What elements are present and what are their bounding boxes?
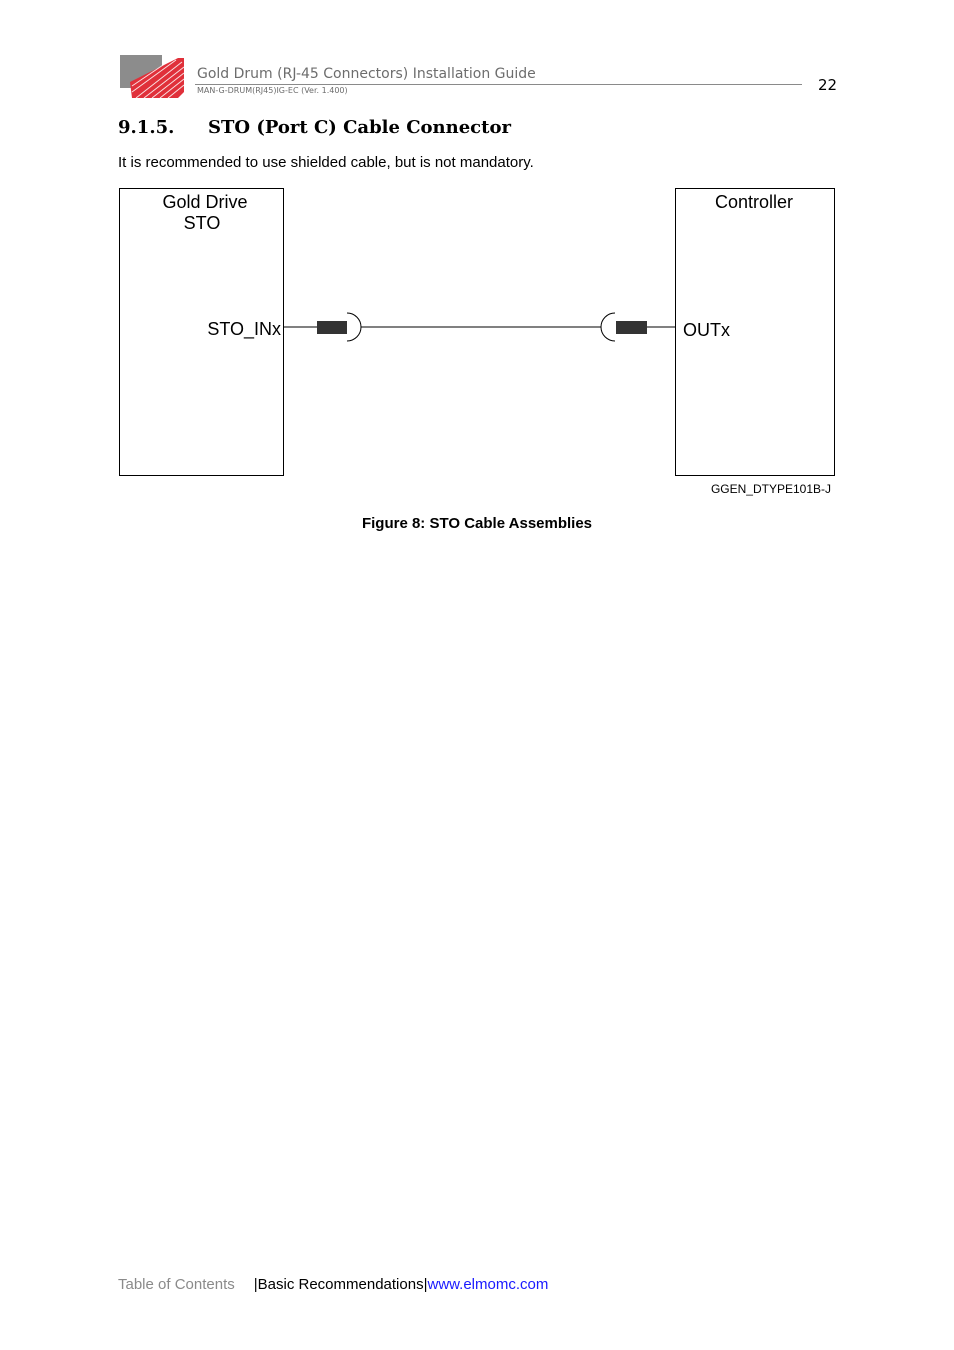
controller-label: Controller [714,192,794,212]
outx-label: OUTx [683,320,730,340]
right-connector-body [616,321,647,334]
figure-code: GGEN_DTYPE101B-J [710,482,831,496]
document-title: Gold Drum (RJ-45 Connectors) Installation Guide [197,66,536,82]
document-code: MAN-G-DRUM(RJ45)IG-EC (Ver. 1.400) [197,86,348,95]
left-shield-arc [347,313,361,341]
footer-separator-left: | [253,1276,258,1293]
section-number: 9.1.5. [118,117,175,138]
gold-drive-label: Gold Drive [162,192,248,212]
body-paragraph: It is recommended to use shielded cable, but is not mandatory. [118,154,534,171]
section-title: STO (Port C) Cable Connector [208,117,511,138]
footer-section: Basic Recommendations [257,1276,424,1293]
figure-caption: Figure 8: STO Cable Assemblies [361,515,593,532]
sto-inx-label: STO_INx [207,319,281,339]
footer [118,1276,548,1293]
footer-separator-right: | [423,1276,428,1293]
right-shield-arc [601,313,615,341]
footer-toc-link[interactable]: Table of Contents [118,1276,235,1293]
page-number: 22 [818,76,838,94]
sto-label: STO [183,213,221,233]
footer-website-link[interactable]: www.elmomc.com [427,1276,549,1293]
left-connector-body [317,321,347,334]
